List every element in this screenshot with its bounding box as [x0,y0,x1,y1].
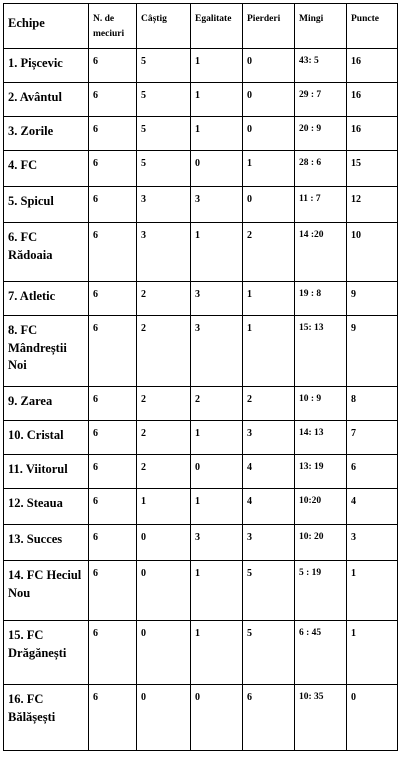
losses-cell: 1 [243,316,295,387]
draws-cell: 3 [191,282,243,316]
goals-cell: 28 : 6 [295,151,347,187]
played-cell: 6 [89,151,137,187]
table-row [4,187,398,223]
team-cell: 11. Viitorul [4,455,89,489]
table-row [4,561,398,621]
goals-cell: 15: 13 [295,316,347,387]
played-cell: 6 [89,282,137,316]
goals-cell: 20 : 9 [295,117,347,151]
played-cell: 6 [89,387,137,421]
wins-cell: 1 [137,489,191,525]
goals-cell: 14: 13 [295,421,347,455]
draws-cell: 2 [191,387,243,421]
team-cell: 14. FC Heciul Nou [4,561,89,621]
header-draws: Egalitate [191,4,243,49]
losses-cell: 2 [243,223,295,282]
goals-cell: 43: 5 [295,49,347,83]
goals-cell: 10 : 9 [295,387,347,421]
played-cell: 6 [89,223,137,282]
table-row [4,421,398,455]
losses-cell: 0 [243,187,295,223]
played-cell: 6 [89,561,137,621]
losses-cell: 1 [243,151,295,187]
draws-cell: 0 [191,151,243,187]
losses-cell: 0 [243,83,295,117]
table-row [4,621,398,685]
points-cell: 4 [347,489,398,525]
header-played: N. de meciuri [89,4,137,49]
points-cell: 16 [347,83,398,117]
header-losses: Pierderi [243,4,295,49]
points-cell: 1 [347,621,398,685]
losses-cell: 0 [243,117,295,151]
draws-cell: 0 [191,685,243,751]
played-cell: 6 [89,455,137,489]
goals-cell: 10: 35 [295,685,347,751]
team-cell: 16. FC Bălășești [4,685,89,751]
table-row [4,223,398,282]
draws-cell: 1 [191,117,243,151]
draws-cell: 3 [191,525,243,561]
draws-cell: 1 [191,421,243,455]
team-cell: 6. FC Rădoaia [4,223,89,282]
points-cell: 10 [347,223,398,282]
table-row [4,455,398,489]
wins-cell: 0 [137,525,191,561]
header-team: Echipe [4,4,89,49]
wins-cell: 3 [137,187,191,223]
wins-cell: 2 [137,387,191,421]
played-cell: 6 [89,489,137,525]
goals-cell: 29 : 7 [295,83,347,117]
wins-cell: 2 [137,316,191,387]
points-cell: 9 [347,282,398,316]
wins-cell: 3 [137,223,191,282]
losses-cell: 5 [243,621,295,685]
points-cell: 12 [347,187,398,223]
team-cell: 7. Atletic [4,282,89,316]
losses-cell: 0 [243,49,295,83]
losses-cell: 2 [243,387,295,421]
goals-cell: 13: 19 [295,455,347,489]
goals-cell: 10: 20 [295,525,347,561]
table-row [4,49,398,83]
table-row [4,525,398,561]
played-cell: 6 [89,187,137,223]
wins-cell: 5 [137,151,191,187]
points-cell: 15 [347,151,398,187]
draws-cell: 0 [191,455,243,489]
team-cell: 12. Steaua [4,489,89,525]
played-cell: 6 [89,685,137,751]
team-cell: 4. FC [4,151,89,187]
played-cell: 6 [89,49,137,83]
draws-cell: 1 [191,621,243,685]
points-cell: 1 [347,561,398,621]
losses-cell: 6 [243,685,295,751]
header-goals: Mingi [295,4,347,49]
team-cell: 15. FC Drăgănești [4,621,89,685]
points-cell: 16 [347,117,398,151]
losses-cell: 4 [243,455,295,489]
table-row [4,316,398,387]
points-cell: 6 [347,455,398,489]
wins-cell: 2 [137,421,191,455]
draws-cell: 1 [191,561,243,621]
goals-cell: 11 : 7 [295,187,347,223]
table-row [4,489,398,525]
draws-cell: 1 [191,83,243,117]
points-cell: 16 [347,49,398,83]
header-points: Puncte [347,4,398,49]
points-cell: 9 [347,316,398,387]
header-wins: Câștig [137,4,191,49]
draws-cell: 3 [191,187,243,223]
team-cell: 13. Succes [4,525,89,561]
goals-cell: 5 : 19 [295,561,347,621]
played-cell: 6 [89,83,137,117]
played-cell: 6 [89,316,137,387]
team-cell: 3. Zorile [4,117,89,151]
played-cell: 6 [89,525,137,561]
wins-cell: 5 [137,83,191,117]
wins-cell: 5 [137,117,191,151]
goals-cell: 19 : 8 [295,282,347,316]
losses-cell: 4 [243,489,295,525]
points-cell: 7 [347,421,398,455]
table-row [4,151,398,187]
wins-cell: 2 [137,455,191,489]
team-cell: 1. Pișcevic [4,49,89,83]
team-cell: 9. Zarea [4,387,89,421]
table-row [4,685,398,751]
played-cell: 6 [89,421,137,455]
team-cell: 2. Avântul [4,83,89,117]
losses-cell: 5 [243,561,295,621]
goals-cell: 14 :20 [295,223,347,282]
team-cell: 8. FC Mândreștii Noi [4,316,89,387]
standings-table [3,3,398,751]
goals-cell: 10:20 [295,489,347,525]
table-row [4,117,398,151]
wins-cell: 5 [137,49,191,83]
points-cell: 0 [347,685,398,751]
played-cell: 6 [89,117,137,151]
draws-cell: 1 [191,49,243,83]
wins-cell: 0 [137,621,191,685]
wins-cell: 0 [137,685,191,751]
wins-cell: 2 [137,282,191,316]
wins-cell: 0 [137,561,191,621]
goals-cell: 6 : 45 [295,621,347,685]
points-cell: 8 [347,387,398,421]
draws-cell: 1 [191,489,243,525]
header-row [4,4,398,49]
losses-cell: 1 [243,282,295,316]
team-cell: 5. Spicul [4,187,89,223]
losses-cell: 3 [243,525,295,561]
team-cell: 10. Cristal [4,421,89,455]
points-cell: 3 [347,525,398,561]
table-row [4,387,398,421]
table-row [4,282,398,316]
draws-cell: 3 [191,316,243,387]
table-row [4,83,398,117]
losses-cell: 3 [243,421,295,455]
draws-cell: 1 [191,223,243,282]
played-cell: 6 [89,621,137,685]
